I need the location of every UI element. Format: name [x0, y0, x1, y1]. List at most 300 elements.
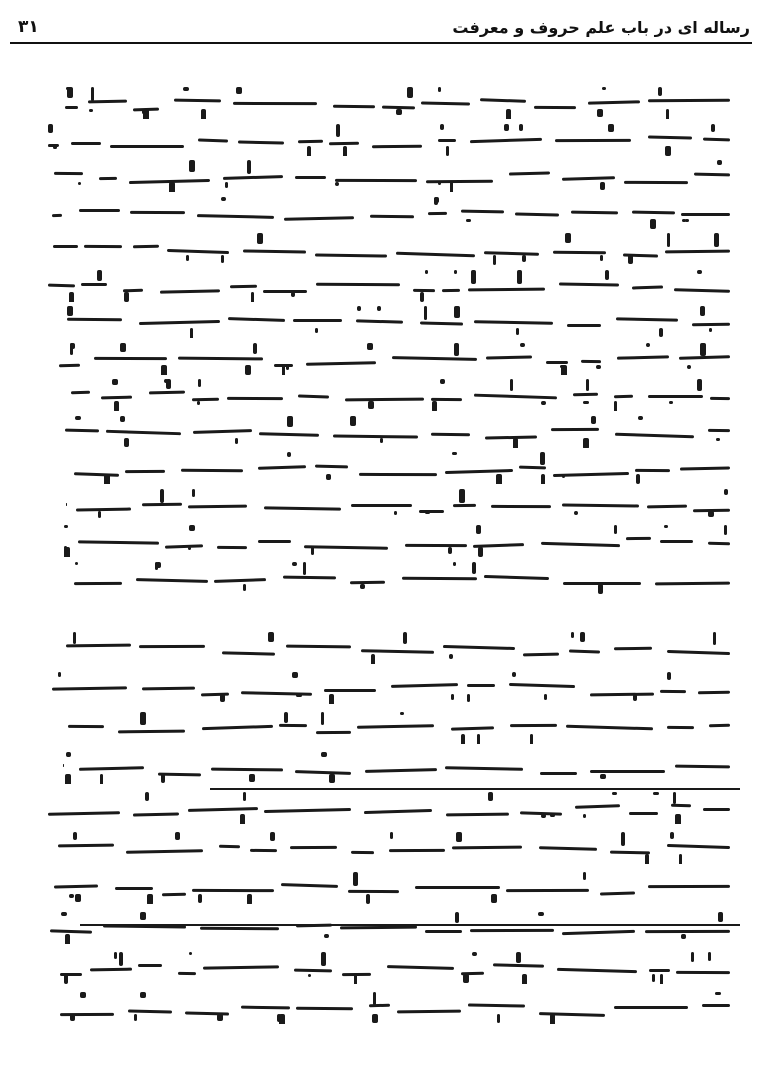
ink-mark	[368, 401, 374, 409]
ink-stroke	[420, 321, 463, 325]
ink-mark	[687, 365, 691, 369]
ink-mark	[614, 525, 617, 534]
ink-mark	[471, 270, 476, 284]
ink-mark	[357, 306, 361, 311]
ink-stroke	[624, 181, 688, 184]
ink-stroke	[197, 214, 274, 219]
ink-stroke	[698, 691, 730, 695]
ink-stroke	[200, 927, 279, 930]
ink-stroke	[667, 844, 730, 849]
ink-mark	[540, 452, 545, 465]
ink-stroke	[509, 171, 550, 175]
ink-stroke	[413, 288, 435, 291]
ink-stroke	[71, 141, 101, 144]
ink-mark	[451, 694, 454, 700]
ink-stroke	[60, 1013, 114, 1016]
ink-mark	[629, 255, 633, 258]
ink-stroke	[648, 99, 730, 103]
ink-stroke	[480, 98, 526, 103]
ink-mark	[329, 774, 335, 783]
ink-stroke	[340, 926, 417, 930]
ink-mark	[583, 401, 589, 404]
ink-mark	[459, 489, 465, 503]
handwritten-line	[40, 710, 740, 744]
ink-stroke	[133, 245, 159, 249]
ink-stroke	[645, 930, 730, 933]
ink-mark	[714, 233, 719, 247]
ink-stroke	[316, 731, 351, 734]
ink-mark	[506, 109, 511, 119]
ink-mark	[561, 365, 567, 375]
ink-stroke	[573, 393, 598, 397]
ink-stroke	[649, 969, 670, 972]
ink-mark	[658, 87, 662, 96]
ink-stroke	[115, 887, 153, 890]
ink-stroke	[571, 210, 618, 214]
ink-mark	[493, 255, 496, 265]
ink-mark	[58, 672, 61, 677]
ink-mark	[161, 774, 165, 783]
ink-mark	[472, 952, 477, 956]
ink-stroke	[48, 811, 120, 815]
ink-mark	[450, 182, 453, 192]
ink-stroke	[675, 765, 730, 769]
ink-stroke	[671, 804, 691, 808]
ink-stroke	[128, 1009, 172, 1013]
ink-stroke	[351, 503, 412, 506]
ink-stroke	[446, 813, 509, 817]
handwritten-line	[40, 990, 740, 1024]
ink-stroke	[632, 210, 675, 214]
ink-mark	[669, 401, 673, 404]
ink-mark	[197, 401, 200, 405]
ink-mark	[291, 292, 295, 297]
ink-stroke	[680, 466, 730, 470]
ink-stroke	[703, 137, 730, 141]
page-header	[10, 12, 752, 44]
ink-stroke	[79, 208, 120, 211]
ink-mark	[69, 292, 74, 302]
ink-mark	[583, 438, 589, 448]
ink-stroke	[264, 506, 341, 510]
ink-mark	[70, 343, 73, 355]
ink-mark	[175, 832, 180, 840]
ink-stroke	[230, 284, 257, 288]
ink-mark	[353, 872, 358, 886]
ink-stroke	[562, 176, 615, 181]
ink-stroke	[562, 930, 635, 935]
ink-mark	[580, 632, 585, 642]
ink-mark	[249, 774, 255, 782]
ink-mark	[724, 489, 728, 495]
ink-mark	[100, 774, 103, 784]
ink-stroke	[181, 469, 243, 473]
ink-stroke	[486, 355, 532, 359]
ink-stroke	[431, 432, 470, 436]
ink-mark	[608, 124, 614, 132]
ink-mark	[166, 379, 171, 389]
ink-mark	[75, 894, 81, 902]
ink-mark	[653, 792, 659, 795]
ink-mark	[512, 672, 516, 677]
ink-stroke	[452, 846, 522, 850]
ink-mark	[574, 511, 578, 515]
ink-mark	[303, 562, 306, 575]
ink-mark	[367, 343, 373, 350]
ink-mark	[134, 1014, 137, 1021]
ink-stroke	[710, 397, 730, 400]
handwritten-line	[40, 630, 740, 664]
ink-mark	[591, 416, 596, 424]
ink-mark	[183, 87, 189, 91]
ink-stroke	[228, 317, 285, 322]
ink-mark	[169, 182, 175, 192]
ink-mark	[75, 562, 78, 565]
ink-stroke	[283, 575, 336, 579]
ink-mark	[718, 912, 723, 922]
ink-stroke	[58, 844, 114, 848]
ink-mark	[124, 438, 129, 447]
ink-stroke	[445, 766, 523, 771]
ink-stroke	[222, 651, 275, 655]
ink-stroke	[567, 324, 601, 327]
ink-mark	[277, 1014, 281, 1022]
ink-stroke	[167, 249, 229, 254]
ink-mark	[434, 197, 438, 205]
ink-mark	[192, 489, 195, 497]
ink-mark	[467, 694, 470, 702]
ink-stroke	[188, 504, 247, 508]
ink-stroke	[258, 540, 291, 543]
ink-mark	[605, 270, 609, 280]
ink-mark	[371, 654, 375, 664]
ink-mark	[420, 292, 424, 302]
ink-mark	[70, 1014, 75, 1021]
ink-mark	[73, 832, 77, 840]
ink-mark	[666, 109, 669, 119]
ink-mark	[708, 952, 711, 961]
ink-mark	[307, 146, 311, 156]
ink-stroke	[509, 683, 575, 688]
ink-stroke	[298, 395, 329, 399]
ink-mark	[321, 952, 326, 966]
ink-stroke	[315, 253, 387, 257]
ink-stroke	[648, 395, 703, 398]
ink-mark	[190, 328, 193, 338]
ink-stroke	[369, 1004, 390, 1008]
ink-stroke	[588, 100, 640, 104]
ink-mark	[530, 734, 533, 744]
ink-mark	[504, 124, 509, 131]
handwritten-paragraph-1	[40, 85, 740, 605]
handwritten-line	[40, 790, 740, 824]
handwritten-line	[40, 560, 740, 594]
ink-stroke	[635, 469, 670, 472]
ink-stroke	[74, 581, 122, 584]
ink-stroke	[523, 653, 559, 657]
ink-stroke	[138, 964, 162, 967]
ink-mark	[550, 1014, 555, 1024]
ink-mark	[598, 584, 603, 594]
ink-stroke	[615, 432, 694, 437]
ink-mark	[614, 401, 617, 411]
ink-stroke	[519, 466, 546, 470]
handwritten-line	[40, 910, 740, 944]
ink-stroke	[293, 319, 342, 322]
ink-mark	[112, 379, 118, 385]
ink-mark	[119, 952, 123, 966]
ink-stroke	[335, 179, 417, 182]
ink-stroke	[243, 249, 306, 253]
ink-mark	[541, 474, 545, 484]
ink-mark	[91, 87, 94, 101]
ink-stroke	[468, 287, 545, 291]
ink-mark	[114, 401, 119, 411]
ink-mark	[64, 547, 70, 557]
ink-mark	[600, 774, 606, 779]
handwritten-line	[40, 377, 740, 411]
ink-stroke	[539, 846, 597, 851]
ink-mark	[510, 379, 513, 391]
ink-stroke	[421, 102, 470, 106]
ink-stroke	[67, 318, 122, 322]
handwritten-line	[40, 950, 740, 984]
ink-stroke	[304, 545, 388, 550]
ink-stroke	[617, 355, 669, 359]
ink-stroke	[142, 687, 195, 691]
ink-mark	[235, 438, 238, 444]
ink-mark	[438, 182, 441, 185]
ink-stroke	[174, 99, 221, 103]
ink-stroke	[211, 768, 283, 772]
ink-stroke	[250, 849, 277, 852]
ink-stroke	[648, 135, 692, 139]
ink-stroke	[316, 282, 400, 285]
ink-mark	[373, 992, 376, 1005]
ink-mark	[650, 219, 656, 229]
ink-stroke	[281, 883, 338, 888]
ink-stroke	[616, 317, 678, 321]
ink-mark	[124, 292, 129, 302]
ink-stroke	[54, 884, 98, 888]
ink-stroke	[71, 391, 90, 394]
ink-stroke	[233, 102, 317, 105]
ink-mark	[400, 712, 404, 715]
ink-mark	[394, 511, 397, 515]
ink-stroke	[348, 890, 399, 893]
ink-stroke	[88, 100, 127, 104]
ink-stroke	[54, 172, 83, 175]
ink-stroke	[540, 772, 577, 775]
ink-stroke	[614, 395, 633, 399]
ink-stroke	[506, 889, 589, 892]
ink-stroke	[219, 845, 240, 849]
ink-mark	[638, 416, 643, 420]
ink-stroke	[68, 725, 104, 728]
ink-stroke	[295, 770, 351, 775]
ink-mark	[407, 87, 413, 98]
ink-stroke	[315, 465, 348, 469]
ink-stroke	[356, 319, 403, 323]
ink-stroke	[357, 724, 434, 729]
ink-stroke	[708, 428, 730, 431]
ink-stroke	[110, 144, 184, 147]
ink-mark	[697, 270, 702, 274]
ink-stroke	[660, 690, 686, 693]
ink-mark	[541, 814, 546, 818]
ink-stroke	[65, 106, 78, 109]
ink-stroke	[468, 1004, 525, 1008]
ink-mark	[496, 474, 502, 484]
header-title: رساله ای در باب علم حروف و معرفت	[452, 17, 750, 37]
ink-mark	[440, 124, 444, 130]
ink-mark	[449, 654, 453, 659]
ink-mark	[284, 712, 288, 723]
ink-mark	[440, 379, 445, 384]
ink-stroke	[551, 427, 599, 430]
ink-stroke	[125, 470, 165, 473]
ink-mark	[311, 547, 314, 555]
ink-mark	[64, 525, 68, 528]
ink-stroke	[333, 105, 375, 109]
ink-mark	[225, 182, 228, 188]
ink-mark	[717, 160, 722, 165]
ink-mark	[321, 752, 327, 757]
ink-mark	[461, 734, 465, 744]
ink-mark	[114, 952, 117, 959]
ink-mark	[664, 525, 668, 528]
ink-stroke	[474, 320, 553, 325]
ink-stroke	[84, 245, 122, 248]
ink-stroke	[541, 542, 620, 547]
ink-mark	[713, 632, 716, 645]
ink-mark	[308, 974, 311, 977]
ink-mark	[454, 270, 457, 274]
ink-mark	[189, 952, 192, 955]
ink-stroke	[389, 849, 445, 852]
handwritten-line	[40, 231, 740, 265]
ink-stroke	[470, 929, 554, 932]
ink-mark	[360, 584, 365, 589]
ink-mark	[454, 306, 460, 318]
ink-mark	[287, 452, 291, 457]
ink-mark	[477, 734, 480, 744]
ink-stroke	[428, 211, 447, 214]
ink-stroke	[425, 930, 462, 933]
ink-stroke	[474, 394, 557, 400]
ink-mark	[189, 525, 195, 531]
ink-stroke	[162, 893, 186, 896]
ink-mark	[73, 632, 76, 644]
ink-stroke	[491, 504, 551, 507]
ink-mark	[188, 547, 191, 550]
ink-stroke	[660, 540, 693, 543]
ink-stroke	[59, 363, 80, 367]
ink-stroke	[106, 429, 181, 434]
ink-stroke	[238, 140, 284, 144]
ink-stroke	[387, 965, 454, 970]
ink-mark	[636, 474, 640, 484]
ink-mark	[583, 814, 586, 818]
ink-stroke	[562, 503, 639, 507]
ink-mark	[377, 306, 381, 311]
ink-stroke	[484, 574, 549, 579]
ink-stroke	[324, 689, 376, 692]
ink-stroke	[217, 546, 247, 549]
ink-stroke	[259, 432, 319, 437]
ink-mark	[645, 854, 649, 864]
ink-mark	[424, 306, 427, 320]
ink-mark	[315, 328, 318, 333]
ink-stroke	[575, 804, 620, 808]
ink-mark	[700, 343, 706, 356]
ink-mark	[186, 255, 189, 261]
ink-stroke	[149, 391, 185, 395]
ink-mark	[396, 109, 402, 115]
ink-stroke	[294, 969, 332, 973]
ink-mark	[69, 894, 74, 898]
ink-mark	[691, 952, 694, 962]
ink-mark	[586, 379, 589, 391]
ink-mark	[292, 672, 298, 678]
ink-mark	[700, 306, 705, 316]
ink-stroke	[708, 542, 730, 546]
handwritten-line	[40, 414, 740, 448]
ink-mark	[61, 912, 67, 916]
ink-mark	[600, 255, 603, 261]
ink-stroke	[99, 177, 117, 180]
ink-stroke	[101, 396, 132, 400]
ink-stroke	[467, 684, 495, 687]
ink-stroke	[133, 812, 179, 816]
ink-stroke	[329, 141, 359, 145]
ink-stroke	[165, 544, 203, 548]
ink-mark	[716, 438, 720, 441]
ink-stroke	[160, 289, 220, 293]
ink-stroke	[647, 504, 687, 508]
ink-stroke	[126, 849, 203, 853]
ink-stroke	[555, 138, 631, 141]
ink-mark	[78, 182, 81, 185]
ink-mark	[550, 814, 555, 817]
ink-stroke	[53, 245, 78, 248]
ink-mark	[140, 992, 146, 998]
ink-stroke	[81, 282, 107, 285]
ink-mark	[517, 270, 522, 284]
ink-stroke	[405, 544, 467, 547]
ink-mark	[292, 562, 297, 566]
ink-stroke	[178, 972, 196, 975]
ink-stroke	[702, 1004, 730, 1007]
ink-stroke	[298, 139, 323, 143]
ink-stroke	[192, 398, 219, 402]
ink-stroke	[203, 965, 279, 969]
handwritten-line	[40, 523, 740, 557]
ink-mark	[612, 792, 617, 795]
ink-mark	[326, 474, 331, 480]
ink-mark	[48, 124, 53, 133]
ink-stroke	[193, 429, 252, 434]
ink-mark	[709, 328, 712, 332]
ink-mark	[425, 270, 428, 274]
ink-mark	[597, 109, 603, 117]
ink-mark	[268, 632, 274, 642]
ink-stroke	[665, 250, 730, 254]
ink-stroke	[48, 283, 75, 287]
ink-stroke	[279, 724, 307, 727]
ink-mark	[67, 306, 73, 316]
ink-stroke	[415, 886, 500, 889]
